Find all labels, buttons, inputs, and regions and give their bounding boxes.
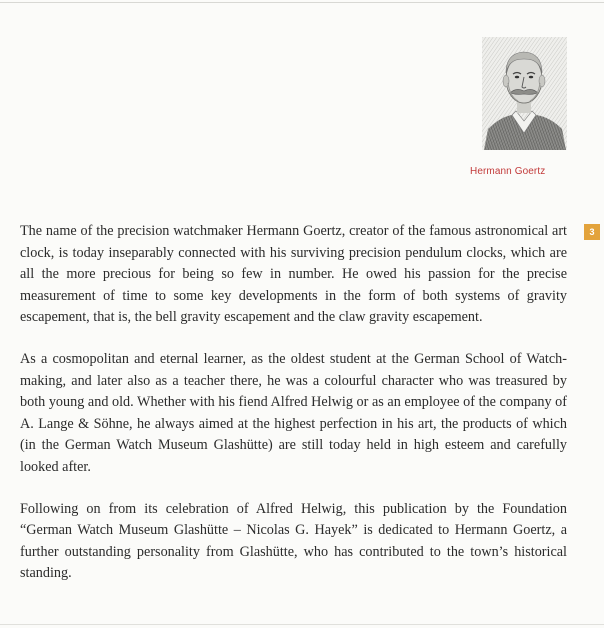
- bottom-divider: [0, 624, 604, 625]
- paragraph-dedication: Following on from its celebration of Alfred Helwig, this publication by the Foundation “German Watch Museum Glashütte – Nicolas G. Hayek” is dedicated to Hermann Goertz, a further outstanding personality from Glashütte, who has contributed to the town’s historical standing.: [20, 500, 567, 582]
- portrait-engraving-icon: [482, 37, 567, 150]
- page-number-tab: 3: [584, 224, 600, 240]
- top-divider: [0, 2, 604, 3]
- portrait-caption: Hermann Goertz: [470, 166, 546, 177]
- body-text: [20, 221, 567, 605]
- portrait-image: [482, 37, 567, 150]
- paragraph-intro: The name of the precision watchmaker Hermann Goertz, creator of the famous astronomical art clock, is today inseparably connected with his surviving precision pendulum clocks, which are all the more precious for being so few in number. He owed his passion for the precise measurement of time to some key developments in the form of both systems of gravity escapement, that is, the bell gravity escapement and the claw gravity escapement.: [20, 223, 567, 326]
- paragraph-biography: As a cosmopolitan and eternal learner, as the oldest student at the German School of Watchmaking, and later also as a teacher there, he was a colourful character who was treasured by both young and old. Whether with his fiend Alfred Helwig or as an employee of the company of A. Lange & Söhne, he always aimed at the highest perfection in his art, the products of which (in the German Watch Museum Glashütte) are still today held in high esteem and carefully looked after.: [20, 350, 567, 475]
